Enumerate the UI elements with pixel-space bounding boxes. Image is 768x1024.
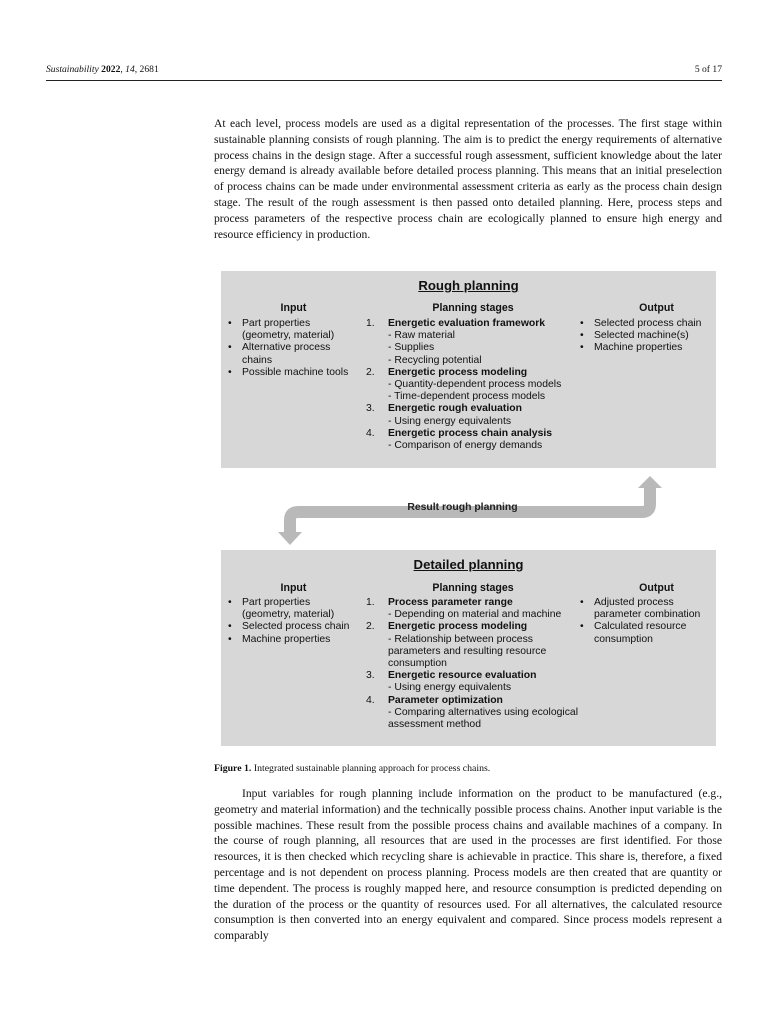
rough-stages-head: Planning stages <box>432 302 514 314</box>
stage-name: Energetic process modeling <box>388 366 528 378</box>
stage-name: Energetic evaluation framework <box>388 318 546 329</box>
list-item: • Possible machine tools <box>225 367 353 379</box>
stage-detail: - Comparison of energy demands <box>388 440 543 452</box>
stage-number: 2. <box>366 621 375 633</box>
paragraph-2: Input variables for rough planning include information on the product to be manufactured (e.g., geometry and material information) and the technically possible process chains. Another input variable is the possible machines. These result from the possible process chains and available machines of a company. In the course of rough planning, all resources that are used in the processes are first identified. For those resources, it is then checked which recycling share is achievable in practice. This share is, therefore, a fixed percentage and is not dependent on process planning. Process models are then created that are quantity or time dependent. The process is roughly mapped here, and resource consumption is predicted depending on the duration of the process or the quantity of resources used. For all alternatives, the calculated resource consumption is then converted into an energy equivalent and compared. Since process models represent a comparably <box>214 787 722 943</box>
stage-number: 2. <box>366 366 375 378</box>
list-item: • Adjusted process parameter combination <box>577 597 703 621</box>
planning-stage <box>366 670 581 682</box>
stage-name: Parameter optimization <box>388 694 503 706</box>
stage-number: 4. <box>366 427 375 439</box>
detailed-output-head: Output <box>639 582 674 594</box>
planning-stage <box>366 597 581 609</box>
stage-detail: - Using energy equivalents <box>388 682 512 694</box>
paragraph-1: At each level, process models are used as a digital representation of the processes. The first stage within sustainable planning consists of rough planning. The aim is to predict the energy requirements of alternative process chains in the design stage. After a successful rough assessment, sufficient knowledge about the later energy demand is already available before detailed process planning. This means that an initial preselection of process chains can be made under environmental assessment criteria as early as the process chain design stage. The result of the rough assessment is then passed onto detailed planning. Here, process steps and process parameters of the respective process chain are ecologically planned to ensure high energy and resource efficiency in production. <box>214 117 722 241</box>
rough-planning-title: Rough planning <box>418 278 519 293</box>
list-item: • Selected machine(s) <box>577 330 703 342</box>
planning-stage <box>366 695 581 707</box>
stage-detail: - Raw material <box>388 330 455 342</box>
stage-detail: - Using energy equivalents <box>388 415 512 427</box>
list-item: • Selected process chain <box>225 621 353 633</box>
figure-caption <box>214 763 490 774</box>
rough-input-head: Input <box>280 302 307 314</box>
stage-detail: - Quantity-dependent process models <box>388 379 562 391</box>
rough-outputs <box>577 318 703 355</box>
rough-stages <box>366 318 581 452</box>
stage-name: Process parameter range <box>388 597 513 608</box>
journal-year: 2022 <box>101 64 121 75</box>
list-item: • Part properties (geometry, material) <box>225 318 353 342</box>
planning-stage <box>366 621 581 633</box>
detailed-stages <box>366 597 581 731</box>
rough-output-head: Output <box>639 302 674 314</box>
stage-detail: - Depending on material and machine <box>388 609 562 621</box>
page-number: 5 of 17 <box>694 64 722 75</box>
list-item: • Selected process chain <box>577 318 703 330</box>
stage-number: 3. <box>366 403 375 415</box>
planning-stage <box>366 428 581 440</box>
journal-volume: 14 <box>125 64 135 75</box>
detailed-planning-title: Detailed planning <box>413 557 524 572</box>
result-rough-planning-label: Result rough planning <box>407 502 518 513</box>
stage-number: 1. <box>366 597 375 608</box>
detailed-outputs <box>577 597 703 646</box>
detailed-inputs <box>225 597 353 646</box>
page-header <box>46 64 722 75</box>
stage-number: 1. <box>366 318 375 329</box>
stage-name: Energetic resource evaluation <box>388 670 537 682</box>
rough-planning-panel <box>221 271 716 468</box>
list-item: • Machine properties <box>225 634 353 646</box>
planning-stage <box>366 318 581 330</box>
list-item: • Machine properties <box>577 342 703 354</box>
list-item: • Alternative process chains <box>225 342 353 366</box>
detailed-stages-head: Planning stages <box>432 582 514 594</box>
stage-name: Energetic process modeling <box>388 621 528 633</box>
stage-detail: - Time-dependent process models <box>388 391 546 403</box>
stage-number: 3. <box>366 670 375 682</box>
journal-name: Sustainability <box>46 64 99 75</box>
detailed-input-head: Input <box>280 582 307 594</box>
article-number: 2681 <box>139 64 159 75</box>
stage-detail: - Relationship between process parameters and resulting resource consumption <box>388 633 547 670</box>
rough-inputs <box>225 318 353 379</box>
planning-stage <box>366 367 581 379</box>
detailed-planning-panel <box>221 550 716 746</box>
stage-number: 4. <box>366 694 375 706</box>
list-item: • Calculated resource consumption <box>577 621 703 645</box>
list-item: • Part properties (geometry, material) <box>225 597 353 621</box>
stage-name: Energetic rough evaluation <box>388 403 522 415</box>
stage-detail: - Comparing alternatives using ecological assessment method <box>388 706 579 731</box>
planning-stage <box>366 403 581 415</box>
journal-citation: Sustainability 2022, 14, 2681 <box>46 64 159 75</box>
stage-detail: - Recycling potential <box>388 354 482 366</box>
stage-name: Energetic process chain analysis <box>388 427 553 439</box>
stage-detail: - Supplies <box>388 342 435 354</box>
header-rule <box>46 80 722 81</box>
caption-text: Integrated sustainable planning approach for process chains. <box>253 763 491 774</box>
caption-label: Figure 1. <box>214 763 252 774</box>
